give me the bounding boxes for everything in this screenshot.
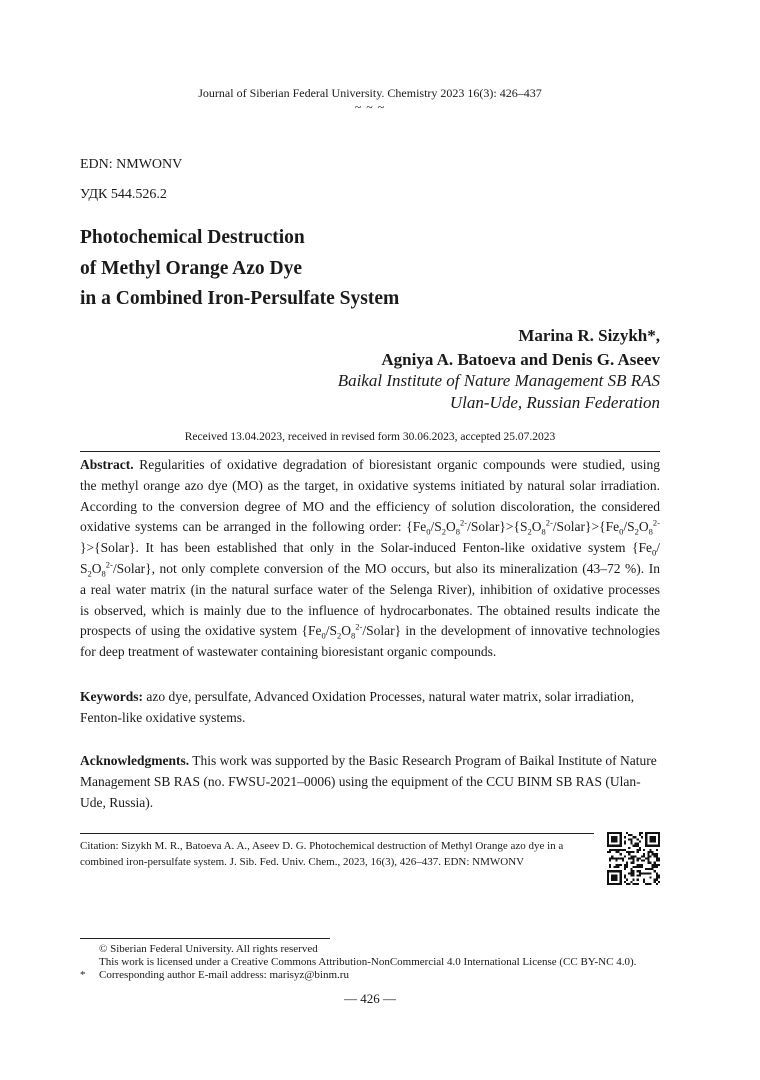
affiliation-line: Baikal Institute of Nature Management SB RAS: [337, 371, 660, 390]
divider: [80, 451, 660, 452]
author-line: Agniya A. Batoeva and Denis G. Aseev: [381, 350, 660, 369]
acknowledgments: [80, 751, 660, 813]
citation: Citation: Sizykh M. R., Batoeva A. A., Aseev D. G. Photochemical destruction of Methyl Orange azo dye in a combined iron-persulfate system. J. Sib. Fed. Univ. Chem., 2023, 16(3), 426–437. EDN: NMWONV: [80, 840, 564, 868]
acknowledgments-text: This work was supported by the Basic Research Program of Baikal Institute of Nature Management SB RAS (no. FWSU-2021–0006) using the equipment of the CCU BINM SB RAS (Ulan-Ude, Russia).: [80, 753, 657, 810]
abstract-line: is observed, which is mainly due to the influence of hydrocarbonates. The obtained results indicate the: [80, 602, 660, 618]
affiliation: [338, 370, 660, 414]
abstract-line: oxidative systems can be arranged in the following order: $\{Fe_0/S_2O_8^{2-}/Solar\}>\{S_2O_8^{2-}/Solar\}>\{Fe_0/S_2O_8^{2-}$: [80, 517, 660, 538]
chem-formula: $\{Fe_0/S_2O_8^{2-}/Solar\}$: [301, 621, 402, 642]
journal-header: Journal of Siberian Federal University. Chemistry 2023 16(3): 426–437: [198, 86, 542, 100]
title-line: of Methyl Orange Azo Dye: [80, 257, 303, 279]
author-line: Marina R. Sizykh*,: [518, 326, 660, 345]
edn-code: EDN: NMWONV: [80, 157, 183, 172]
abstract-line: According to the conversion degree of MO and the efficiency of solution discoloration, the considered: [80, 498, 660, 514]
divider: [80, 833, 594, 834]
corresponding-author-note: * Corresponding author E-mail address: marisyz@binm.ru: [80, 969, 349, 981]
keywords-text: azo dye, persulfate, Advanced Oxidation Processes, natural water matrix, solar irradiation, Fenton-like oxidative systems.: [80, 689, 635, 725]
acknowledgments-label: Acknowledgments.: [80, 753, 190, 768]
authors: [381, 324, 660, 372]
keywords-label: Keywords:: [80, 689, 143, 704]
abstract-line: }>{Solar}. It has been established that only in the Solar-induced Fenton-like oxidative system {$Fe_0/$: [80, 540, 660, 558]
footnote-divider: [80, 938, 330, 939]
title-line: in a Combined Iron-Persulfate System: [80, 288, 400, 309]
keywords: [80, 687, 660, 729]
abstract-line: the methyl orange azo dye (MO) as the target, in oxidative systems initiated by natural solar irradiation.: [80, 477, 660, 493]
abstract: [80, 455, 660, 663]
footnote-star: *: [80, 969, 86, 981]
udk-code: УДК 544.526.2: [80, 187, 167, 202]
paper-title: [80, 223, 399, 315]
license-note: This work is licensed under a Creative Commons Attribution-NonCommercial 4.0 International License (CC BY-NC 4.0).: [99, 956, 637, 968]
title-line: Photochemical Destruction: [80, 227, 305, 248]
copyright-note: © Siberian Federal University. All rights reserved: [99, 943, 318, 955]
abstract-line: for deep treatment of wastewater containing bioresistant organic compounds.: [80, 644, 497, 660]
abstract-line: Abstract. Regularities of oxidative degradation of bioresistant organic compounds were studied, using: [80, 457, 660, 472]
received-dates: Received 13.04.2023, received in revised form 30.06.2023, accepted 25.07.2023: [184, 431, 556, 443]
chem-formula: $\{Fe_0/S_2O_8^{2-}/Solar\}>\{S_2O_8^{2-}/Solar\}>\{Fe_0/S_2O_8^{2-}$: [406, 517, 660, 538]
abstract-label: Abstract.: [80, 457, 134, 472]
affiliation-line: Ulan-Ude, Russian Federation: [449, 393, 660, 412]
abstract-line: $S_2O_8^{2-}/Solar$}, not only complete conversion of the MO occurs, but also its mineralization (43–72 %). In: [80, 559, 660, 579]
abstract-line: a real water matrix (in the natural surface water of the Selenga River), inhibition of oxidative processes: [80, 581, 660, 597]
qr-code-icon: [607, 832, 660, 885]
abstract-line: prospects of using the oxidative system $\{Fe_0/S_2O_8^{2-}/Solar\}$ in the development of innovative technologies: [80, 621, 661, 642]
header-separator: ~ ~ ~: [354, 100, 386, 114]
page-number: — 426 —: [344, 991, 396, 1006]
